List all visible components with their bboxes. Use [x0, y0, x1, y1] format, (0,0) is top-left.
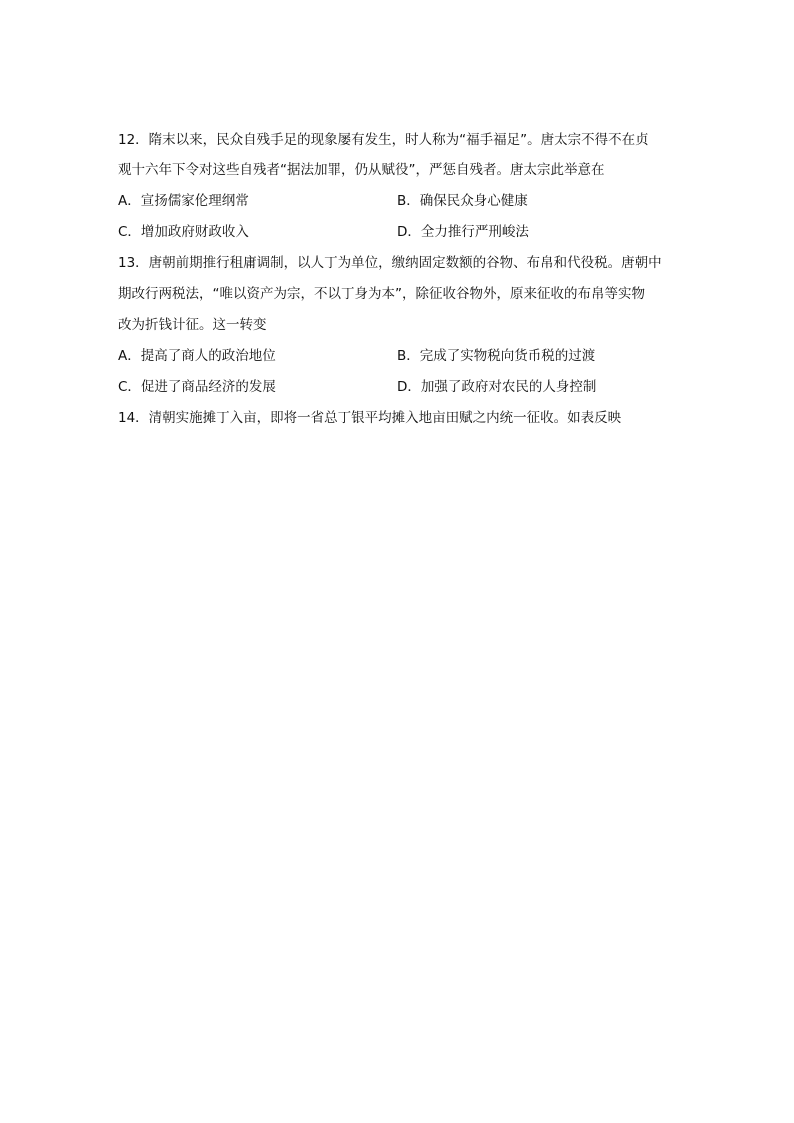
q13-stem-line3: 改为折钱计征。这一转变 [118, 317, 267, 333]
q13-option-a: A．提高了商人的政治地位 [118, 348, 276, 364]
q13-option-b: B．完成了实物税向货币税的过渡 [397, 348, 596, 364]
q13-option-c: C．促进了商品经济的发展 [118, 379, 276, 395]
q12-stem-line2: 观十六年下令对这些自残者“据法加罪，仍从赋役”，严惩自残者。唐太宗此举意在 [118, 162, 605, 178]
q12-option-d: D．全力推行严刑峻法 [397, 224, 529, 240]
q12-option-c: C．增加政府财政收入 [118, 224, 249, 240]
q13-stem-line2: 期改行两税法，“唯以资产为宗，不以丁身为本”，除征收谷物外，原来征收的布帛等实物 [118, 286, 645, 302]
q12-option-a: A．宣扬儒家伦理纲常 [118, 193, 249, 209]
q14-stem-line1: 14．清朝实施摊丁入亩，即将一省总丁银平均摊入地亩田赋之内统一征收。如表反映 [118, 410, 622, 426]
q13-option-d: D．加强了政府对农民的人身控制 [397, 379, 597, 395]
q12-option-b: B．确保民众身心健康 [397, 193, 528, 209]
q13-stem-line1: 13．唐朝前期推行租庸调制，以人丁为单位，缴纳固定数额的谷物、布帛和代役税。唐朝中 [118, 255, 662, 271]
q12-stem-line1: 12．隋末以来，民众自残手足的现象屡有发生，时人称为“福手福足”。唐太宗不得不在贞 [118, 132, 649, 148]
